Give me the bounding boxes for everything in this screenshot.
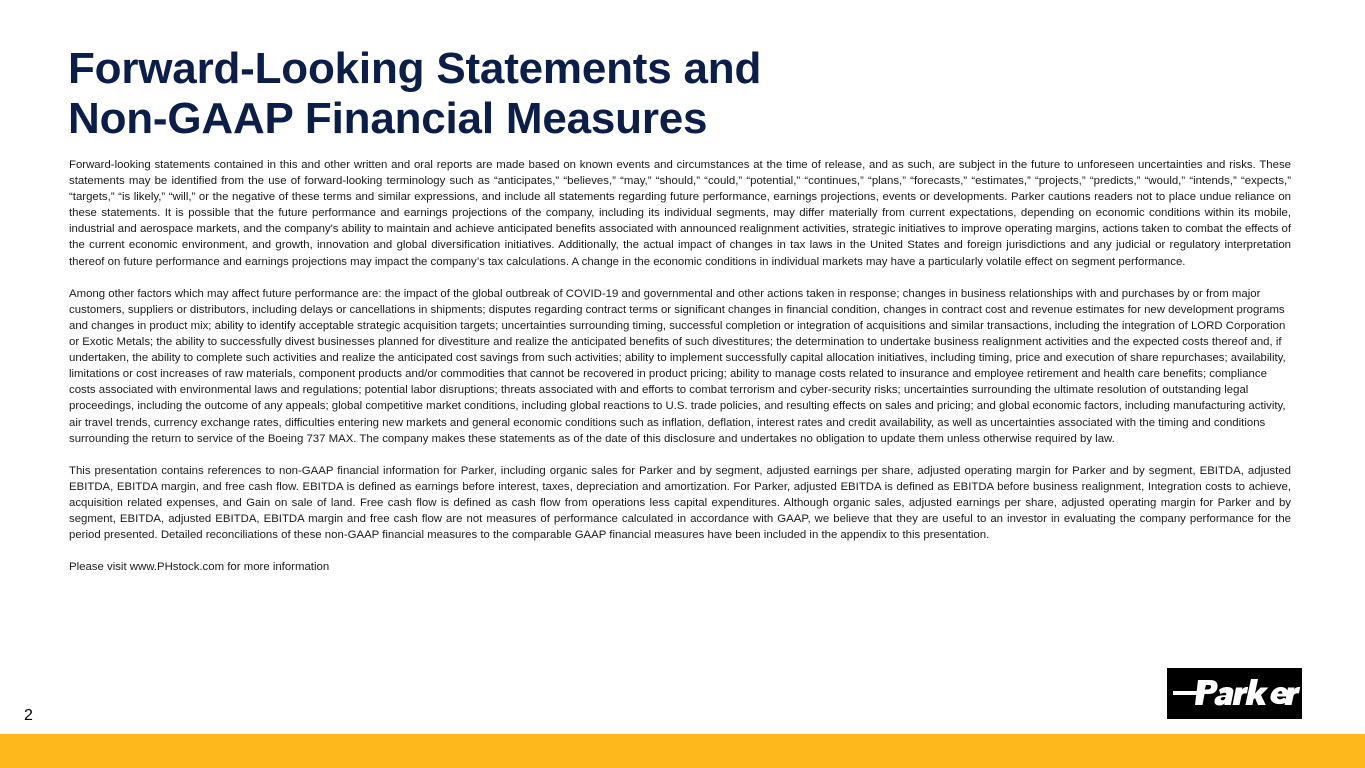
slide-title-line-1: Forward-Looking Statements and xyxy=(68,44,762,93)
slide-title xyxy=(68,44,1168,144)
slide-title-line-2: Non-GAAP Financial Measures xyxy=(68,94,708,143)
parker-logo xyxy=(1167,668,1302,719)
more-information-line: Please visit www.PHstock.com for more information xyxy=(69,561,330,574)
footer-accent-bar xyxy=(0,734,1365,768)
page-number: 2 xyxy=(24,707,33,724)
non-gaap-paragraph: This presentation contains references to non-GAAP financial information for Parker, including organic sales for Parker and by segment, adjusted earnings per share, adjusted operating margin for Parker and by segment, EBITDA, adjusted EBITDA, EBITDA margin, and free cash flow. EBITDA is defined as earnings before interest, taxes, depreciation and amortization. For Parker, adjusted EBITDA is defined as EBITDA before business realignment, Integration costs to achieve, acquisition related expenses, and Gain on sale of land. Free cash flow is defined as cash flow from operations less capital expenditures. Although organic sales, adjusted earnings per share, adjusted operating margin for Parker and by segment, EBITDA, adjusted EBITDA, EBITDA margin and free cash flow are not measures of performance calculated in accordance with GAAP, we believe that they are useful to an investor in evaluating the company performance for the period presented. Detailed reconciliations of these non-GAAP financial measures to the comparable GAAP financial measures have been included in the appendix to this presentation. xyxy=(69,464,1291,542)
forward-looking-paragraph: Forward-looking statements contained in this and other written and oral reports are made based on known events and circumstances at the time of release, and as such, are subject in the future to unforeseen uncertainties and risks. These statements may be identified from the use of forward-looking terminology such as “anticipates,” “believes,” “may,” “should,” “could,” “potential,” “continues,” “plans,” “forecasts,” “estimates,” “projects,” “predicts,” “would,” “intends,” “expects,” “targets,” “is likely,” “will,” or the negative of these terms and similar expressions, and include all statements regarding future performance, earnings projections, events or developments. Parker cautions readers not to place undue reliance on these statements. It is possible that the future performance and earnings projections of the company, including its individual segments, may differ materially from current expectations, depending on economic conditions within its mobile, industrial and aerospace markets, and the company's ability to maintain and achieve anticipated benefits associated with announced realignment activities, strategic initiatives to improve operating margins, actions taken to combat the effects of the current economic environment, and growth, innovation and global diversification initiatives. Additionally, the actual impact of changes in tax laws in the United States and foreign jurisdictions and any judicial or regulatory interpretation thereof on future performance and earnings projections may impact the company’s tax calculations. A change in the economic conditions in individual markets may have a particularly volatile effect on segment performance. xyxy=(69,159,1291,268)
disclaimer-body xyxy=(69,157,1291,592)
risk-factors-paragraph: Among other factors which may affect future performance are: the impact of the global outbreak of COVID-19 and governmental and other actions taken in response; changes in business relationships with and purchases by or from major customers, suppliers or distributors, including delays or cancellations in shipments; disputes regarding contract terms or significant changes in financial condition, changes in contract cost and revenue estimates for new development programs and changes in product mix; ability to identify acceptable strategic acquisition targets; uncertainties surrounding timing, successful completion or integration of acquisitions and similar transactions, including the integration of LORD Corporation or Exotic Metals; the ability to successfully divest businesses planned for divestiture and realize the anticipated benefits of such divestitures; the determination to undertake business realignment activities and the expected costs thereof and, if undertaken, the ability to complete such activities and realize the anticipated cost savings from such activities; ability to implement successfully capital allocation initiatives, including timing, price and execution of share repurchases; availability, limitations or cost increases of raw materials, component products and/or commodities that cannot be recovered in product pricing; ability to manage costs related to insurance and employee retirement and health care benefits; compliance costs associated with environmental laws and regulations; potential labor disruptions; threats associated with and efforts to combat terrorism and cyber-security risks; uncertainties surrounding the ultimate resolution of outstanding legal proceedings, including the outcome of any appeals; global competitive market conditions, including global reactions to U.S. trade policies, and resulting effects on sales and pricing; and global economic factors, including manufacturing activity, air travel trends, currency exchange rates, difficulties entering new markets and general economic conditions such as inflation, deflation, interest rates and credit availability, as well as uncertainties associated with the timing and conditions surrounding the return to service of the Boeing 737 MAX. The company makes these statements as of the date of this disclosure and undertakes no obligation to update them unless otherwise required by law. xyxy=(69,287,1286,445)
parker-logo-mark xyxy=(1167,668,1302,719)
